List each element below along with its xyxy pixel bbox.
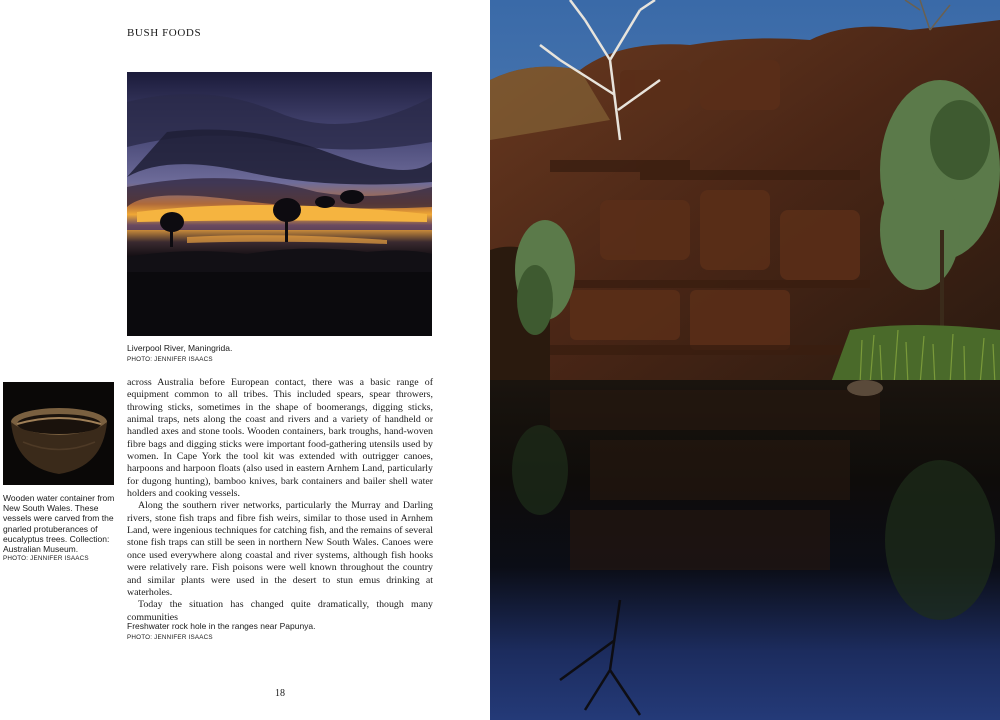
body-paragraph-1: across Australia before European contact, there was a basic range of equipment common to all tribes. This included spears, spear throwers, throwing sticks, sometimes in the shape of boomerangs, digging sticks, animal traps, nets along the coast and rivers and a variety of handheld or handled axes and stone tools. Wooden containers, bark troughs, hand-woven fibre bags and digging sticks were important food-gathering utensils used by women. In Cape York the tool kit was extended with outrigger canoes, harpoons and harpoon floats (also used in eastern Arnhem Land, particularly for dugong hunting), bamboo knives, bark containers and bailer shell water holders and cooking vessels. bbox=[127, 377, 433, 500]
sunset-caption bbox=[127, 343, 232, 365]
body-text bbox=[127, 377, 433, 624]
bowl-caption bbox=[3, 493, 121, 564]
bowl-caption-text: Wooden water container from New South Wales. These vessels were carved from the gnarled protuberances of eucalyptus trees. Collection: Australian Museum. bbox=[3, 493, 115, 555]
body-paragraph-3: Today the situation has changed quite dramatically, though many communities bbox=[127, 599, 433, 623]
rock-hole-caption-text: Freshwater rock hole in the ranges near Papunya. bbox=[127, 621, 316, 631]
sunset-caption-text: Liverpool River, Maningrida. bbox=[127, 343, 233, 353]
body-paragraph-2: Along the southern river networks, particularly the Murray and Darling rivers, stone fish traps and fibre fish weirs, similar to those used in Arnhem Land, were ingenious techniques for catching fish, and the remains of several stone fish traps can still be seen in northern New South Wales. Canoes were once used everywhere along coastal and river systems, although fish hooks were relatively rare. Fish poisons were well known throughout the country and similar plants were used in the desert to stun emus drinking at waterholes. bbox=[127, 500, 433, 598]
rock-hole-caption bbox=[127, 621, 316, 643]
rock-hole-photo-credit: PHOTO: JENNIFER ISAACS bbox=[127, 634, 213, 641]
page-number: 18 bbox=[275, 688, 285, 699]
sunset-photo-credit: PHOTO: JENNIFER ISAACS bbox=[127, 356, 213, 363]
bowl-photo-credit: PHOTO: JENNIFER ISAACS bbox=[3, 555, 89, 563]
rock-hole-photo bbox=[490, 0, 1000, 720]
wooden-bowl-photo bbox=[3, 382, 114, 485]
running-head: BUSH FOODS bbox=[127, 27, 202, 39]
left-page bbox=[0, 0, 490, 720]
sunset-photo bbox=[127, 72, 432, 336]
